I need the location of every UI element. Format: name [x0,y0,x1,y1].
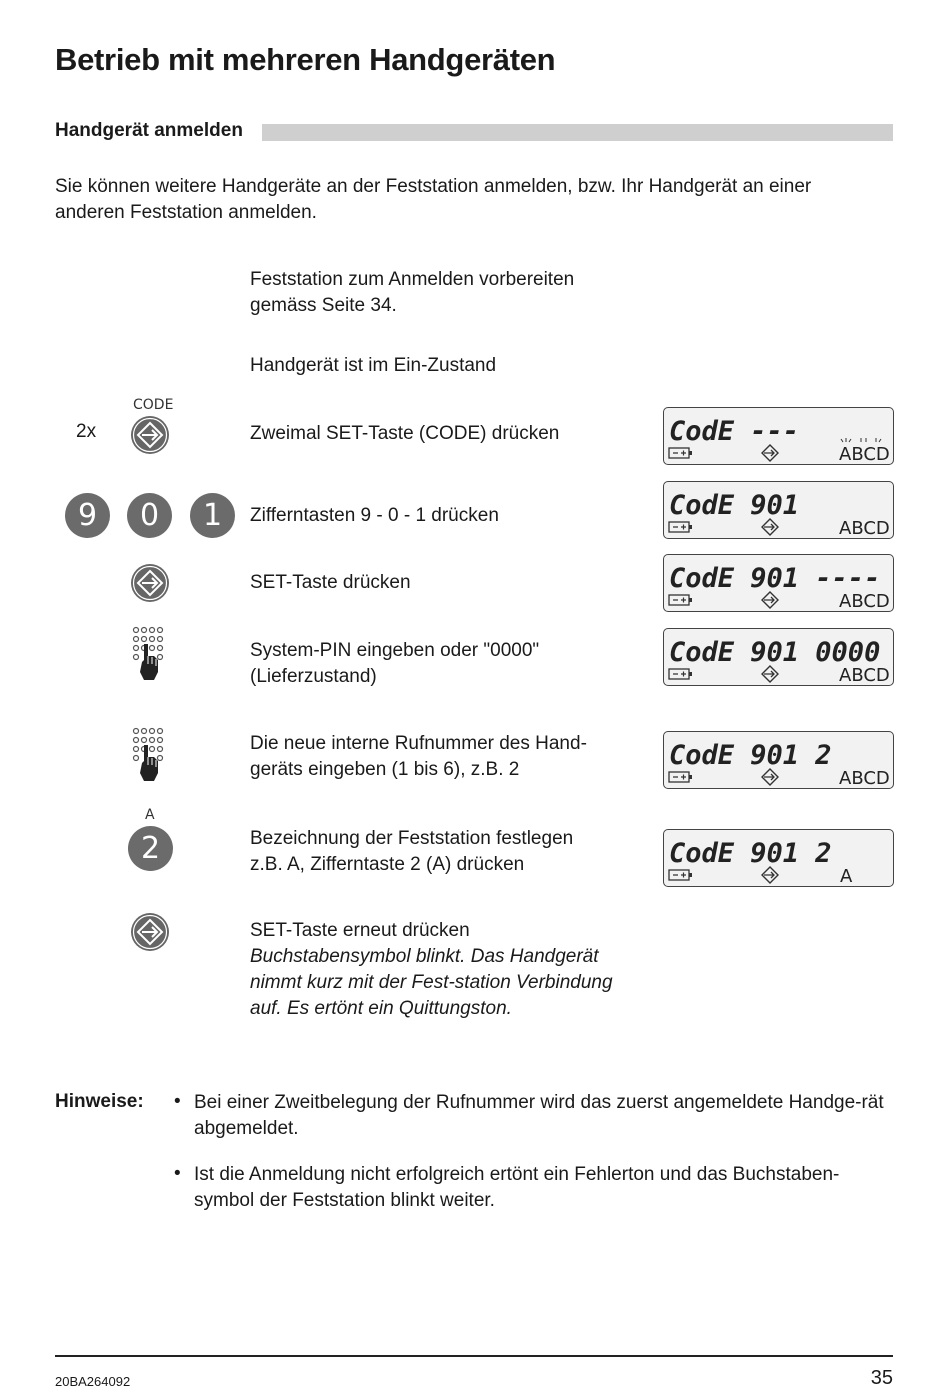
lcd-display [663,731,894,789]
lcd-base-letters: ABCD [839,591,890,612]
keypad-hand-icon [132,727,168,783]
step-prepare-base: Feststation zum Anmelden vorbereiten gemäss Seite 34. [250,269,575,316]
lcd-main-text: CodE 901 2 [669,740,832,771]
footer-rule [55,1355,893,1357]
lcd-display [663,829,894,887]
set-symbol-icon [762,666,778,682]
set-symbol-icon [762,445,778,461]
note-item: Ist die Anmeldung nicht erfolgreich ertönt ein Fehlerton und das Buchstaben-symbol der Feststation blinkt weiter. [194,1164,840,1211]
digit-key-0: 0 [127,493,172,538]
intro-paragraph: Sie können weitere Handgeräte an der Feststation anmelden, bzw. Ihr Handgerät an einer anderen Feststation anmelden. [55,176,812,223]
lcd-main-text: CodE 901 0000 [669,637,881,668]
blink-marks [841,438,881,442]
step-base-name: Bezeichnung der Feststation festlegen z.B. A, Zifferntaste 2 (A) drücken [250,828,574,875]
lcd-base-letters: ABCD [839,444,890,465]
step-result-italic: Buchstabensymbol blinkt. Das Handgerät nimmt kurz mit der Fest-station Verbindung auf. Es ertönt ein Quittungston. [250,946,613,1019]
step-digit-keys: Zifferntasten 9 - 0 - 1 drücken [250,505,499,526]
code-key-label: CODE [133,397,174,413]
battery-icon [669,870,692,880]
lcd-base-letters: ABCD [839,768,890,789]
battery-icon [669,669,692,679]
note-item: Bei einer Zweitbelegung der Rufnummer wird das zuerst angemeldete Handge-rät abgemeldet. [194,1092,884,1139]
set-key-icon [131,913,169,951]
set-symbol-icon [762,592,778,608]
battery-icon [669,522,692,532]
section-heading: Handgerät anmelden [55,120,243,141]
step-handset-on: Handgerät ist im Ein-Zustand [250,355,497,376]
lcd-display [663,407,894,465]
step-press-set-again [250,918,620,1022]
step-press-set-again-text: SET-Taste erneut drücken [250,920,470,941]
lcd-base-letters: ABCD [839,518,890,539]
press-count: 2x [76,421,97,442]
digit-key-9: 9 [65,493,110,538]
step-press-set: SET-Taste drücken [250,572,411,593]
section-bar [262,124,893,141]
step-enter-number: Die neue interne Rufnummer des Hand-geräts eingeben (1 bis 6), z.B. 2 [250,733,587,780]
battery-icon [669,595,692,605]
step-press-set-twice: Zweimal SET-Taste (CODE) drücken [250,423,560,444]
page-number: 35 [870,1367,893,1389]
lcd-main-text: CodE 901 [669,490,800,521]
lcd-display [663,628,894,686]
set-symbol-icon [762,769,778,785]
set-key-icon [131,416,169,454]
digit-key-2: 2 [128,826,173,871]
digit-key-1: 1 [190,493,235,538]
set-key-icon [131,564,169,602]
set-symbol-icon [762,867,778,883]
bullet: • [174,1163,181,1184]
page-title: Betrieb mit mehreren Handgeräten [55,42,556,77]
set-symbol-icon [762,519,778,535]
a-key-label: A [145,807,155,823]
lcd-main-text: CodE 901 2 [669,838,832,869]
document-code: 20BA264092 [55,1374,131,1389]
lcd-display [663,481,894,539]
keypad-hand-icon [132,626,168,682]
battery-icon [669,448,692,458]
lcd-main-text: CodE --- [669,416,800,447]
battery-icon [669,772,692,782]
bullet: • [174,1091,181,1112]
lcd-base-letters: ABCD [839,665,890,686]
lcd-base-letters: A [840,866,853,887]
notes-label: Hinweise: [55,1091,144,1112]
lcd-main-text: CodE 901 ---- [669,563,881,594]
lcd-display [663,554,894,612]
step-enter-pin: System-PIN eingeben oder "0000" (Lieferzustand) [250,640,540,687]
